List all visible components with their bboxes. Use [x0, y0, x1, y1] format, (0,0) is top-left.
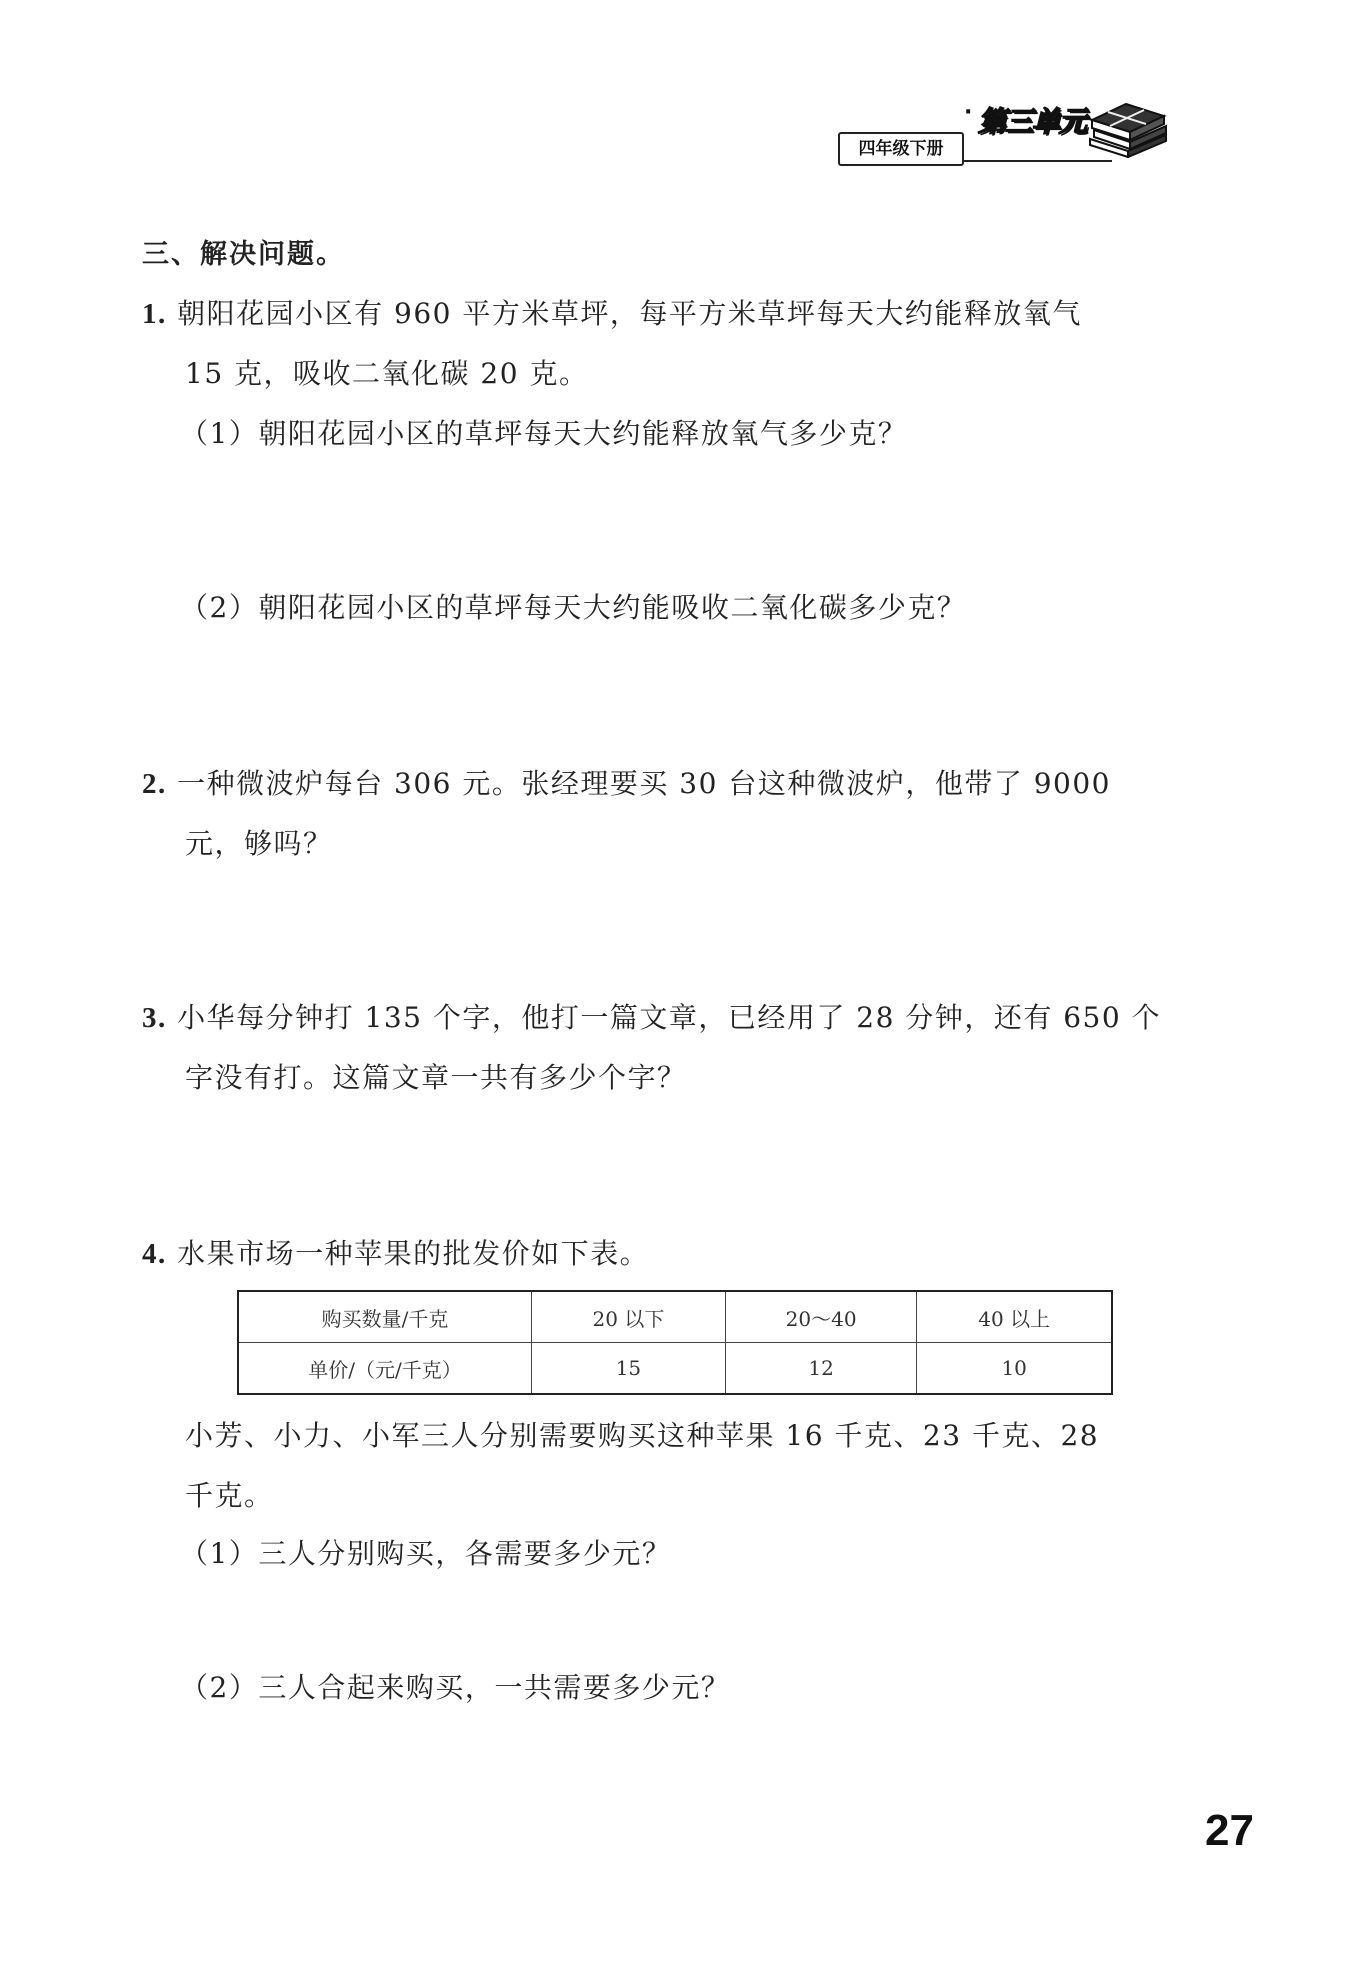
problem-2-line-1: [142, 762, 1111, 802]
problem-number: 3.: [142, 1002, 167, 1034]
table-cell: 单价/（元/千克）: [238, 1343, 532, 1395]
problem-3-line-2: 字没有打。这篇文章一共有多少个字？: [185, 1061, 687, 1094]
problem-1-line-1: [142, 292, 1082, 332]
section-title: 三、解决问题。: [142, 239, 345, 270]
problem-4-sub-2: （2）三人合起来购买，一共需要多少元？: [180, 1671, 731, 1704]
problem-text: 朝阳花园小区有 960 平方米草坪，每平方米草坪每天大约能释放氧气: [177, 297, 1082, 330]
problem-3-line-1: [142, 996, 1161, 1036]
unit-title: 第三单元: [978, 105, 1087, 138]
unit-dot: ·: [964, 100, 973, 125]
grade-label: 四年级下册: [838, 132, 964, 166]
problem-4-sub-1: （1）三人分别购买，各需要多少元？: [180, 1537, 672, 1570]
price-table: [237, 1290, 1113, 1395]
problem-4-after-1: 小芳、小力、小军三人分别需要购买这种苹果 16 千克、23 千克、28: [185, 1419, 1100, 1452]
table-cell: 购买数量/千克: [238, 1291, 532, 1343]
table-cell: 20～40: [725, 1291, 917, 1343]
page-number: 27: [1205, 1806, 1254, 1855]
problem-1-line-2: 15 克，吸收二氧化碳 20 克。: [185, 357, 589, 390]
problem-number: 1.: [142, 298, 167, 330]
problem-text: 小华每分钟打 135 个字，他打一篇文章，已经用了 28 分钟，还有 650 个: [177, 1001, 1162, 1034]
problem-1-sub-2: （2）朝阳花园小区的草坪每天大约能吸收二氧化碳多少克？: [180, 591, 967, 624]
table-cell: 15: [532, 1343, 726, 1395]
problem-4-line-1: [142, 1232, 649, 1272]
problem-4-after-2: 千克。: [185, 1479, 274, 1512]
table-cell: 12: [725, 1343, 917, 1395]
header-rule: [962, 160, 1112, 162]
table-row: [238, 1291, 1112, 1343]
table-row: [238, 1343, 1112, 1395]
table-cell: 40 以上: [917, 1291, 1112, 1343]
table-cell: 20 以下: [532, 1291, 726, 1343]
problem-number: 2.: [142, 768, 167, 800]
problem-1-sub-1: （1）朝阳花园小区的草坪每天大约能释放氧气多少克？: [180, 417, 908, 450]
problem-2-line-2: 元，够吗？: [185, 827, 333, 860]
page-header: [838, 92, 1178, 170]
stack-of-books-icon: [1086, 92, 1168, 158]
problem-text: 水果市场一种苹果的批发价如下表。: [177, 1237, 650, 1270]
table-cell: 10: [917, 1343, 1112, 1395]
problem-number: 4.: [142, 1238, 167, 1270]
problem-text: 一种微波炉每台 306 元。张经理要买 30 台这种微波炉，他带了 9000: [177, 767, 1111, 800]
